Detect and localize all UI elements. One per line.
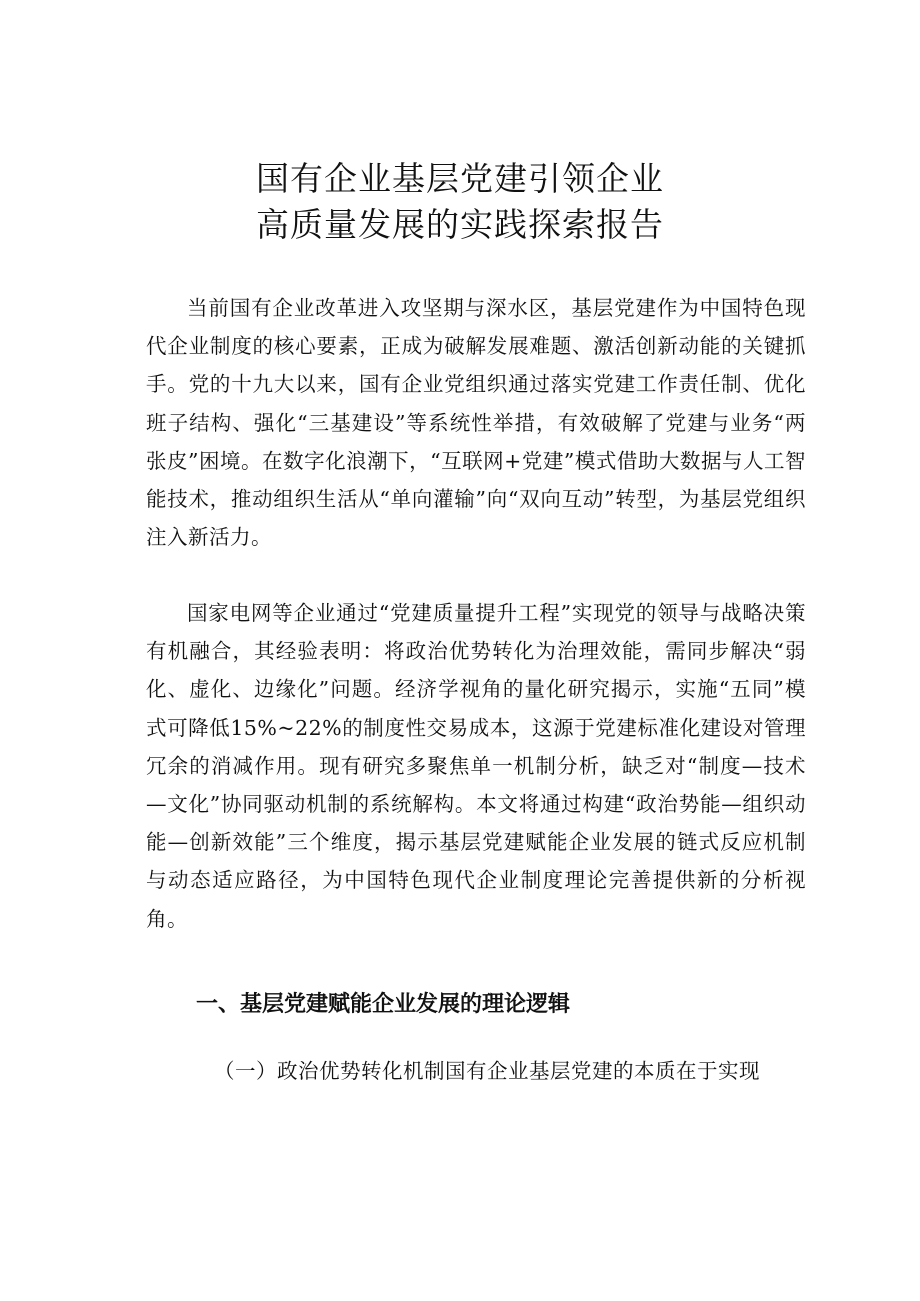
- document-title-line-2: 高质量发展的实践探索报告: [256, 205, 664, 244]
- section-heading: 一、基层党建赋能企业发展的理论逻辑: [196, 992, 571, 1017]
- subsection-paragraph: （一）政治优势转化机制国有企业基层党建的本质在于实现: [214, 1059, 760, 1083]
- document-title-line-1: 国有企业基层党建引领企业: [256, 159, 664, 198]
- body-paragraph-2: 国家电网等企业通过“党建质量提升工程”实现党的领导与战略决策有机融合，其经验表明：将政治优势转化为治理效能，需同步解决“弱化、虚化、边缘化”问题。经济学视角的量化研究揭示，实施“五同”模式可降低15%~22%的制度性交易成本，这源于党建标准化建设对管理冗余的消减作用。现有研究多聚焦单一机制分析，缺乏对“制度—技术—文化”协同驱动机制的系统解构。本文将通过构建“政治势能—组织动能—创新效能”三个维度，揭示基层党建赋能企业发展的链式反应机制与动态适应路径，为中国特色现代企业制度理论完善提供新的分析视角。: [146, 601, 806, 931]
- body-paragraph-1: 当前国有企业改革进入攻坚期与深水区，基层党建作为中国特色现代企业制度的核心要素，正成为破解发展难题、激活创新动能的关键抓手。党的十九大以来，国有企业党组织通过落实党建工作责任制、优化班子结构、强化“三基建设”等系统性举措，有效破解了党建与业务“两张皮”困境。在数字化浪潮下，“互联网+党建”模式借助大数据与人工智能技术，推动组织生活从“单向灌输”向“双向互动”转型，为基层党组织注入新活力。: [146, 296, 806, 550]
